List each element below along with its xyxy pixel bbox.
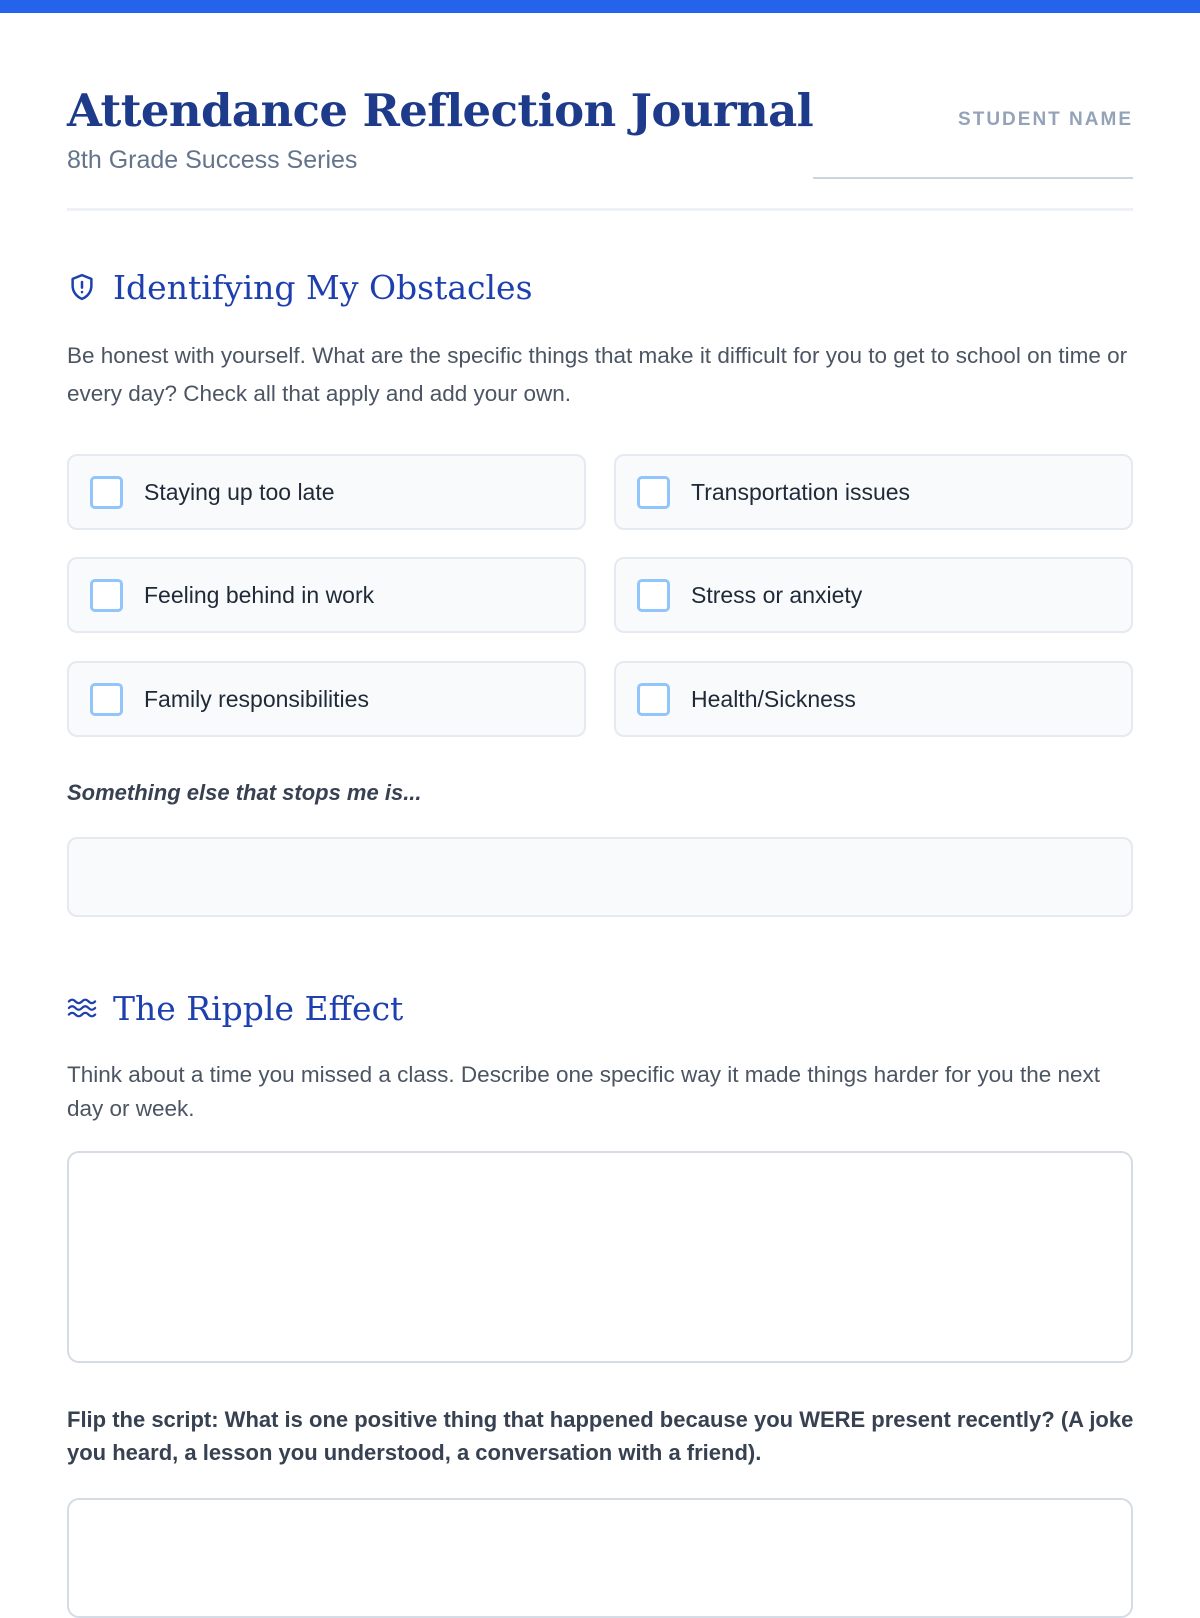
obstacle-option-health[interactable]: [614, 661, 1133, 737]
obstacle-option-label: Feeling behind in work: [144, 581, 375, 608]
header: [67, 80, 1133, 210]
waves-icon: [67, 993, 97, 1023]
page-title: Attendance Reflection Journal: [67, 84, 814, 137]
ripple-title: The Ripple Effect: [113, 988, 404, 1028]
page-subtitle: 8th Grade Success Series: [67, 146, 358, 174]
obstacle-option-label: Family responsibilities: [144, 685, 369, 712]
other-obstacle-input[interactable]: [67, 837, 1133, 917]
obstacle-option-label: Staying up too late: [144, 478, 335, 505]
checkbox[interactable]: [637, 683, 670, 716]
checkbox[interactable]: [90, 476, 123, 509]
student-name-label: STUDENT NAME: [958, 109, 1133, 130]
obstacle-option-label: Health/Sickness: [691, 685, 856, 712]
header-divider: [67, 208, 1133, 211]
obstacles-section-title: [67, 265, 533, 309]
other-obstacle-prompt: Something else that stops me is...: [67, 780, 422, 805]
obstacles-description: Be honest with yourself. What are the specific things that make it difficult for you to get to school on time or every day? Check all that apply and add your own.: [67, 343, 1128, 406]
checkbox[interactable]: [90, 683, 123, 716]
obstacle-option-feeling-behind[interactable]: [67, 557, 586, 633]
student-name-field[interactable]: [813, 177, 1133, 179]
obstacle-option-stress[interactable]: [614, 557, 1133, 633]
obstacles-title: Identifying My Obstacles: [113, 267, 533, 307]
obstacle-option-transportation[interactable]: [614, 454, 1133, 530]
obstacle-option-label: Stress or anxiety: [691, 581, 863, 608]
checkbox[interactable]: [90, 579, 123, 612]
ripple-response-textarea[interactable]: [67, 1151, 1133, 1363]
obstacle-option-family[interactable]: [67, 661, 586, 737]
top-accent-bar: [0, 0, 1200, 13]
shield-icon: [67, 272, 97, 302]
flip-script-response-textarea[interactable]: [67, 1498, 1133, 1618]
flip-script-prompt: Flip the script: What is one positive thing that happened because you WERE present recently? (A joke you heard, a lesson you understood, a conversation with a friend).: [67, 1407, 1134, 1465]
ripple-section-title: [67, 986, 403, 1030]
obstacle-option-staying-up-late[interactable]: [67, 454, 586, 530]
obstacle-option-label: Transportation issues: [691, 478, 911, 505]
checkbox[interactable]: [637, 476, 670, 509]
checkbox[interactable]: [637, 579, 670, 612]
ripple-description: Think about a time you missed a class. Describe one specific way it made things harder for you the next day or week.: [67, 1062, 1101, 1121]
